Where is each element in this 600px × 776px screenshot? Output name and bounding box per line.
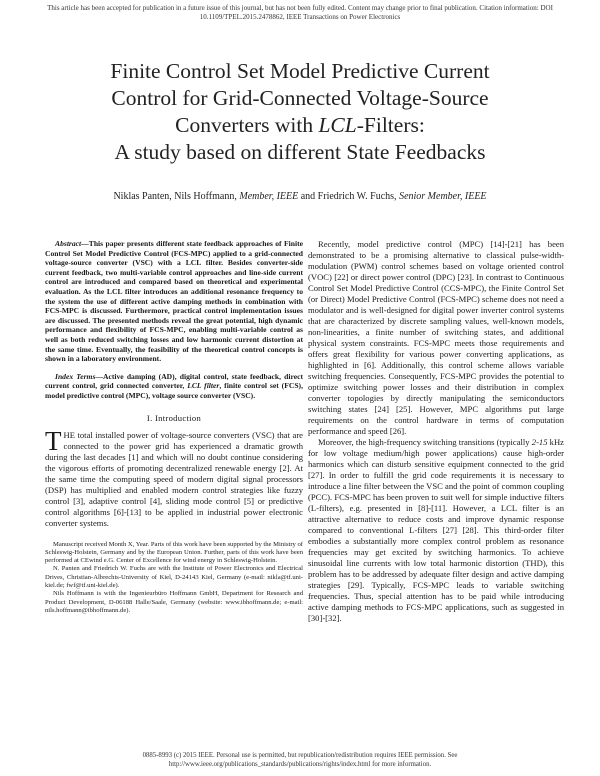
title-line3-post: -Filters: [356, 113, 425, 137]
intro-paragraph [45, 425, 303, 529]
footnote-1: Manuscript received Month X, Year. Parts of this work have been supported by the Ministry of Schleswig-Holstein, Germany and by the European Union. Further, parts of this work have been performed at CEwind e.G. Center of Excellence for wind energy in Schleswig-Holstein. [45, 540, 303, 565]
title-line3 [40, 112, 560, 139]
abstract-lead: Abstract [55, 239, 82, 248]
title-line1: Finite Control Set Model Predictive Current [110, 59, 490, 83]
title-line4: A study based on different State Feedbacks [114, 140, 486, 164]
author-names: Niklas Panten, Nils Hoffmann, [113, 191, 240, 202]
footnotes [45, 541, 303, 616]
author-senior-title: Senior Member, IEEE [399, 191, 487, 202]
paper-title [40, 58, 560, 166]
abstract [45, 239, 303, 364]
right-para2-b: kHz for low voltage medium/high power applications) cause high-order harmonics which can disturb sensitive equipment connected to the grid [27]. In order to fulfill the grid code requirements it is necessary to introduce a line filter between the VSC and the point of common coupling (PCC). FCS-MPC has been proven to suit well for simple inductive filters (L-filters), e.g. presented in [8]-[11]. However, a LCL filter is an attractive alternative to reduce costs and improve dynamic response compared to conventional L-filters [27] [28]. This third-order filter embodies a substantially more complex control problem as resonance frequencies may get excited by switching harmonics. To achieve sinusoidal line currents with low total harmonic distortion (THD), this problem has to be addressed by adequate filter design and active damping strategies [29]. Typically, FCS-MPC leads to variable switching frequencies. Thus, special attention has to be paid while introducing active damping methods to FCS-MPC applications, such as suggested in [30]-[32]. [308, 437, 565, 623]
title-line3-em: LCL [318, 113, 357, 137]
footer-line1: 0885-8993 (c) 2015 IEEE. Personal use is permitted, but republication/redistribution requires IEEE permission. See [142, 752, 458, 759]
intro-text: HE total installed power of voltage-source converters (VSC) that are connected to the power grid has experienced a dramatic growth during the last decades [1] and which will no doubt continue considering the vigorous efforts of promoting decentralized renewable energy [2]. At the same time the computing speed of modern digital signal processors (DSP) has multiplied and enabled modern control strategies like fuzzy control [3], adaptive control [4], sliding mode control [5] or predictive control algorithms [6]-[13] to be applied in industrial power electronic converter systems. [45, 429, 303, 528]
author-line [20, 191, 580, 202]
left-column [45, 239, 303, 615]
title-line2: Control for Grid-Connected Voltage-Source [111, 86, 489, 110]
index-terms-text-b: , finite control set (FCS), model predictive control (MPC), voltage source converter (VSC). [45, 381, 303, 400]
section-heading: I. Introduction [146, 412, 202, 423]
journal-notice-line2: 10.1109/TPEL.2015.2478862, IEEE Transactions on Power Electronics [199, 13, 401, 21]
index-terms-em: LCL filter [187, 381, 220, 391]
index-terms-text-a: —Active damping (AD), digital control, state feedback, direct current control, grid connected converter, [45, 371, 303, 391]
journal-notice [8, 4, 592, 22]
right-paragraph-2 [308, 437, 564, 624]
drop-cap: T [45, 425, 62, 456]
right-column [308, 239, 564, 624]
index-terms [45, 372, 303, 401]
copyright-footer [10, 752, 590, 769]
author-and: and Friedrich W. Fuchs, [298, 191, 400, 202]
footnote-3: Nils Hoffmann is with the Ingenieurbüro Hoffmann GmbH, Department for Research and Product Development, D-06188 Halle/Saale, Germany (website: www.ibhoffmann.de; e-mail: nils.hoffmann@ibhoffmann.de). [45, 590, 303, 614]
right-para2-em: 2-15 [531, 437, 548, 447]
footnote-2: N. Panten and Friedrich W. Fuchs are with the Institute of Power Electronics and Electrical Drives, Christian-Albrechts-University of Kiel, D-24143 Kiel, Germany (e-mail: nikla@tf.uni-kiel.de; fwf@tf.uni-kiel.de). [45, 565, 303, 589]
journal-notice-line1: This article has been accepted for publication in a future issue of this journal, but has not been fully edited. Content may change prior to final publication. Citation information: DOI [47, 4, 553, 12]
index-terms-lead: Index Terms [55, 371, 96, 381]
footer-line2: http://www.ieee.org/publications_standards/publications/rights/index.html for more information. [168, 760, 432, 768]
abstract-text: —This paper presents different state feedback approaches of Finite Control Set Model Predictive Control (FCS-MPC) applied to a grid-connected voltage-source converter (VSC) with a LCL filter. Besides converter-side current feedback, two multi-variable control approaches and line-side current control are introduced and compared based on theoretical and experimental evaluation. As the LCL filter introduces an additional resonance frequency to the system the use of different active damping methods in combination with FCS-MPC is discussed. Furthermore, practical control implementation issues are discussed. The presented methods reveal the great potential, high dynamic performance and flexibility of FCS-MPC, enabling multi-variable control as well as both reduced switching losses and low harmonic current distortion at the same time. Eventually, the feasibility of the theoretical control concepts is shown in a laboratory environment. [45, 239, 303, 364]
right-paragraph-1: Recently, model predictive control (MPC) [14]-[21] has been demonstrated to be a promising alternative to classical pulse-width-modulation (PWM) control schemes based on voltage oriented control (VOC) [22] or direct power control (DPC) [23]. In contrast to Continuous Control Set Model Predictive Control (CCS-MPC), the Finite Control Set (or Direct) Model Predictive Control (FCS-MPC) scheme does not need a modulator and is well-designed for digital power inverter control systems that are characterized by discrete sampling values, well-known models, non-linearities, a finite number of switching states, and additional physical system constraints. FCS-MPC meets those requirements and offers great flexibility for various power converting applications, as highlighted in [6]. Additionally, this control scheme allows variable switching frequencies. Consequently, FCS-MPC provides the potential to optimize switching power losses and their distribution in complex converter topologies by directly manipulating the semiconductors switching states [24] [25]. However, MPC algorithms put large requirements on the control hardware in terms of computation performance and speed [26]. [308, 239, 564, 436]
title-line3-pre: Converters with [175, 113, 319, 137]
author-member-title: Member, IEEE [239, 191, 299, 202]
right-para2-a: Moreover, the high-frequency switching transitions (typically [318, 437, 532, 447]
